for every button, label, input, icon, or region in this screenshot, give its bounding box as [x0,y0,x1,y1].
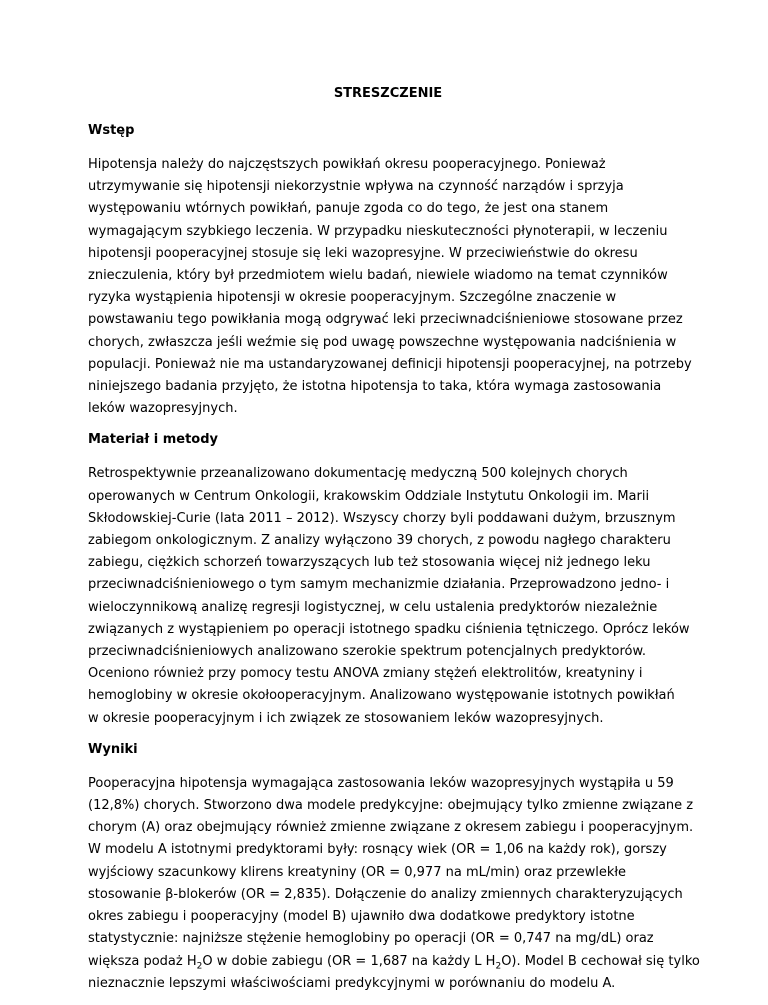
document-page [88,84,700,1005]
paragraph-line: nieznacznie lepszymi właściwościami predykcyjnymi w porównaniu do modelu A. [88,975,616,991]
section-heading-wyniki: Wyniki [88,741,138,757]
text-fragment: większa podaż H [88,953,197,969]
paragraph-line: ryzyka wystąpienia hipotensji w okresie pooperacyjnym. Szczególne znaczenie w [88,290,617,306]
document-title: STRESZCZENIE [333,86,443,101]
paragraph-line: stosowanie β-blokerów (OR = 2,835). Dołączenie do analizy zmiennych charakteryzujących [88,886,683,902]
subscript: 2 [196,961,203,972]
paragraph-line: statystycznie: najniższe stężenie hemoglobiny po operacji (OR = 0,747 na mg/dL) oraz [88,931,654,947]
paragraph-line: zabiegu, ciężkich schorzeń towarzyszących lub też stosowania więcej niż jednego leku [88,555,651,571]
paragraph-line: występowaniu wtórnych powikłań, panuje zgoda co do tego, że jest ona stanem [88,201,609,217]
paragraph-line: Retrospektywnie przeanalizowano dokumentację medyczną 500 kolejnych chorych [88,466,628,482]
subscript: 2 [495,961,502,972]
paragraph-line: niniejszego badania przyjęto, że istotna hipotensja to taka, która wymaga zastosowania [88,379,662,395]
paragraph-line: związanych z wystąpieniem po operacji istotnego spadku ciśnienia tętniczego. Oprócz leków [88,621,690,637]
paragraph-line: populacji. Ponieważ nie ma ustandaryzowanej definicji hipotensji pooperacyjnej, na potrzeby [88,356,692,372]
paragraph-line: w okresie pooperacyjnym i ich związek ze stosowaniem leków wazopresyjnych. [88,710,604,726]
paragraph-line: Skłodowskiej-Curie (lata 2011 – 2012). Wszyscy chorzy byli poddawani dużym, brzusznym [88,510,676,526]
text-fragment: O). Model B cechował się tylko [501,953,700,969]
section-heading-material-i-metody: Materiał i metody [88,432,218,448]
paragraph-line: (12,8%) chorych. Stworzono dwa modele predykcyjne: obejmujący tylko zmienne związane z [88,798,694,814]
text-fragment: O w dobie zabiegu (OR = 1,687 na każdy L H [202,953,496,969]
paragraph-line: chorym (A) oraz obejmujący również zmienne związane z okresem zabiegu i pooperacyjnym. [88,820,694,836]
paragraph-line: znieczulenia, który był przedmiotem wielu badań, niewiele wiadomo na temat czynników [88,268,668,284]
paragraph-line: okres zabiegu i pooperacyjny (model B) ujawniło dwa dodatkowe predyktory istotne [88,909,635,925]
paragraph-line: przeciwnadciśnieniowego o tym samym mechanizmie działania. Przeprowadzono jedno- i [88,577,670,593]
section-paragraph-wstep [88,154,692,420]
section-heading-wstep: Wstęp [88,123,135,138]
paragraph-line: hipotensji pooperacyjnej stosuje się leki wazopresyjne. W przeciwieństwie do okresu [88,245,638,261]
section-paragraph-material-i-metody [88,463,688,729]
paragraph-line: operowanych w Centrum Onkologii, krakowskim Oddziale Instytutu Onkologii im. Marii [88,488,650,504]
paragraph-line: Oceniono również przy pomocy testu ANOVA zmiany stężeń elektrolitów, kreatyniny i [88,666,643,682]
paragraph-line: hemoglobiny w okresie okołooperacyjnym. Analizowano występowanie istotnych powikłań [88,688,675,704]
paragraph-line-subscript [88,951,700,973]
paragraph-line: leków wazopresyjnych. [88,401,238,417]
paragraph-line: Pooperacyjna hipotensja wymagająca zastosowania leków wazopresyjnych wystąpiła u 59 [88,775,674,791]
paragraph-line: wymagającym szybkiego leczenia. W przypadku nieskuteczności płynoterapii, w leczeniu [88,223,668,239]
paragraph-line: powstawaniu tego powikłania mogą odgrywać leki przeciwnadciśnieniowe stosowane przez [88,312,683,328]
section-paragraph-wyniki [88,773,700,995]
paragraph-line: zabiegom onkologicznym. Z analizy wyłączono 39 chorych, z powodu nagłego charakteru [88,533,671,549]
paragraph-line: chorych, zwłaszcza jeśli weźmie się pod uwagę powszechne występowania nadciśnienia w [88,334,677,350]
paragraph-line: wieloczynnikową analizę regresji logistycznej, w celu ustalenia predyktorów niezależnie [88,599,658,615]
paragraph-line: W modelu A istotnymi predyktorami były: rosnący wiek (OR = 1,06 na każdy rok), gorszy [88,842,667,858]
paragraph-line: wyjściowy szacunkowy klirens kreatyniny (OR = 0,977 na mL/min) oraz przewlekłe [88,864,627,880]
paragraph-line: utrzymywanie się hipotensji niekorzystnie wpływa na czynność narządów i sprzyja [88,179,624,195]
paragraph-line: przeciwnadciśnieniowych analizowano szerokie spektrum potencjalnych predyktorów. [88,644,647,660]
paragraph-line: Hipotensja należy do najczęstszych powikłań okresu pooperacyjnego. Ponieważ [88,157,606,172]
